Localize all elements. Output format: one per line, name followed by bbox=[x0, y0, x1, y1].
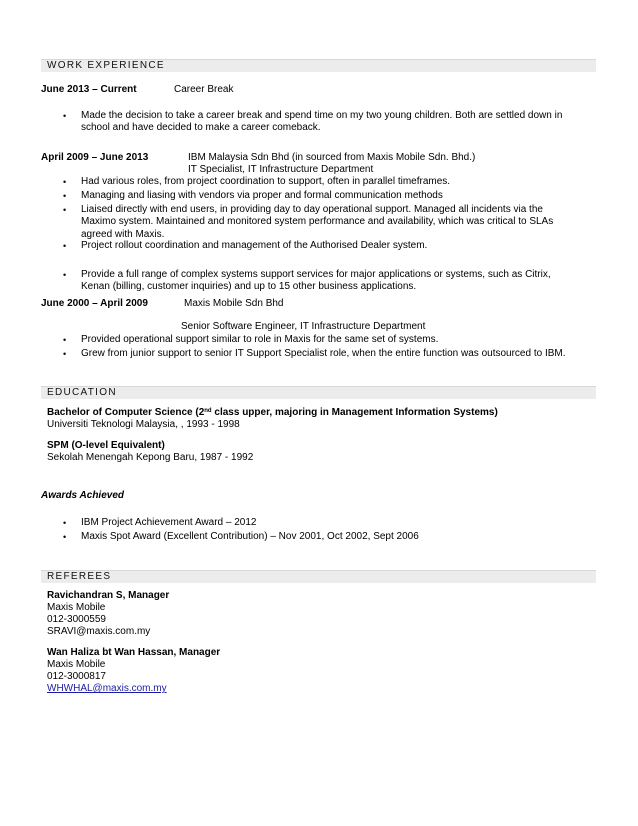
referee-name: Ravichandran S, Manager bbox=[47, 590, 170, 601]
degree-title-post: class upper, majoring in Management Information Systems) bbox=[211, 407, 498, 418]
awards-title: Awards Achieved bbox=[41, 490, 124, 501]
job-bullet: Managing and liasing with vendors via proper and formal communication methods bbox=[81, 190, 443, 201]
bullet-marker: • bbox=[63, 177, 67, 187]
job-company: IBM Malaysia Sdn Bhd (in sourced from Maxis Mobile Sdn. Bhd.) bbox=[188, 152, 476, 163]
job-dates: June 2000 – April 2009 bbox=[41, 298, 148, 309]
degree-title bbox=[47, 407, 498, 419]
bullet-marker: • bbox=[63, 111, 67, 121]
job-bullet: Grew from junior support to senior IT Support Specialist role, when the entire function was outsourced to IBM. bbox=[81, 348, 566, 359]
job-bullet: Provide a full range of complex systems support services for major applications or systems, such as Citrix, Kenan (billing, customer inquiries) and up to 15 other business applications. bbox=[81, 269, 551, 293]
work-experience-header bbox=[41, 59, 596, 72]
job-role: Senior Software Engineer, IT Infrastructure Department bbox=[181, 321, 426, 332]
bullet-marker: • bbox=[63, 205, 67, 215]
job-bullet: Project rollout coordination and management of the Authorised Dealer system. bbox=[81, 240, 428, 251]
bullet-marker: • bbox=[63, 270, 67, 280]
referee-email: SRAVI@maxis.com.my bbox=[47, 626, 151, 637]
referee-email-link[interactable]: WHWHAL@maxis.com.my bbox=[47, 683, 167, 694]
job-company: Maxis Mobile Sdn Bhd bbox=[184, 298, 284, 309]
bullet-marker: • bbox=[63, 532, 67, 542]
referees-header bbox=[41, 570, 596, 583]
referee-name: Wan Haliza bt Wan Hassan, Manager bbox=[47, 647, 221, 658]
spm-school: Sekolah Menengah Kepong Baru, 1987 - 1992 bbox=[47, 452, 254, 463]
spm-title: SPM (O-level Equivalent) bbox=[47, 440, 165, 451]
education-header bbox=[41, 386, 596, 399]
referee-org: Maxis Mobile bbox=[47, 659, 106, 670]
education-title: EDUCATION bbox=[47, 387, 117, 398]
job-role: IT Specialist, IT Infrastructure Department bbox=[188, 164, 374, 175]
bullet-marker: • bbox=[63, 335, 67, 345]
job-dates: April 2009 – June 2013 bbox=[41, 152, 149, 163]
job-bullet: Provided operational support similar to role in Maxis for the same set of systems. bbox=[81, 334, 439, 345]
work-experience-title: WORK EXPERIENCE bbox=[47, 60, 165, 71]
bullet-marker: • bbox=[63, 518, 67, 528]
bullet-marker: • bbox=[63, 191, 67, 201]
referee-org: Maxis Mobile bbox=[47, 602, 106, 613]
job-company: Career Break bbox=[174, 84, 234, 95]
degree-title-sup: nd bbox=[204, 408, 212, 414]
award-item: IBM Project Achievement Award – 2012 bbox=[81, 517, 257, 528]
job-bullet: Made the decision to take a career break and spend time on my two young children. Both are settled down in school and have decided to make a career comeback. bbox=[81, 110, 563, 134]
bullet-marker: • bbox=[63, 349, 67, 359]
job-bullet: Liaised directly with end users, in providing day to day operational support. Managed all incidents via the Maximo system. Maintained and monitored system performance and availability, which was critical to SLAs agreed with Maxis. bbox=[81, 204, 554, 240]
referees-title: REFEREES bbox=[47, 571, 112, 582]
degree-title-pre: Bachelor of Computer Science (2 bbox=[47, 407, 205, 418]
referee-phone: 012-3000817 bbox=[47, 671, 106, 682]
bullet-marker: • bbox=[63, 241, 67, 251]
referee-phone: 012-3000559 bbox=[47, 614, 106, 625]
job-bullet: Had various roles, from project coordination to support, often in parallel timeframes. bbox=[81, 176, 451, 187]
job-dates: June 2013 – Current bbox=[41, 84, 137, 95]
award-item: Maxis Spot Award (Excellent Contribution) – Nov 2001, Oct 2002, Sept 2006 bbox=[81, 531, 419, 542]
university: Universiti Teknologi Malaysia, , 1993 - 1998 bbox=[47, 419, 240, 430]
